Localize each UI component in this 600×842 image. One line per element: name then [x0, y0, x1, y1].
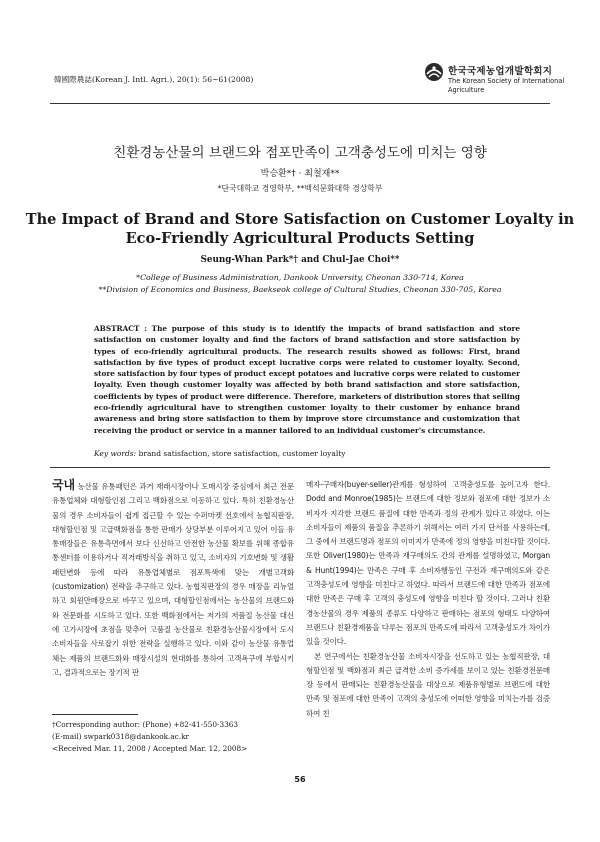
footnote-email: (E-mail) swpark0318@dankook.ac.kr: [52, 732, 190, 741]
footnote-received: <Received Mar. 11, 2008 / Accepted Mar. 12, 2008>: [52, 744, 248, 753]
authors-english: Seung-Whan Park*† and Chul-Jae Choi**: [200, 255, 400, 265]
body-left-text: 농산물 유통패턴은 과거 재래시장이나 도매시장 중심에서 최근 전문유통업체와 대형할인점 그리고 백화점으로 이동하고 있다. 특히 친환경농산물의 경우 소비자들이 쉽게 접근할 수 있는 수퍼마켓 선호에서 농협직판장, 대형할인점 및 고급백화점을 통한 판매가 상당부분 이루어지고 있어 이들 유통매장들은 유통측면에서 보다 신선하고 안전한 농산물 확보를 위해 종합유통센터를 이용하거나 직거래방식을 취하고 있고, 소비자의 기호변화 및 생활패턴변화 등에 따라 유통업체별로 점포특색에 맞는 개별고객화(customization) 전략을 추구하고 있다. 농협직판장의 경우 매장을 리뉴얼하고 회원만매장으로 바꾸고 있으며, 대형할인점에서는 농산물의 브랜드화와 전문화를 시도하고 있다. 또한 백화점에서는 저가의 저품질 농산물 대신에 고가시장에 초점을 맞추어 고품질 농산물로 친환경농산물시장에서 도시소비자들을 사로잡기 위한 전략을 실행하고 있다. 이와 같이 농산물 유통업체는 제품의 브랜드화와 매장시설의 현대화를 통하여 고객욕구에 부합시키고, 결과적으로는 장기적 판: [52, 482, 294, 677]
title-english-line2: Eco-Friendly Agricultural Products Setting: [125, 230, 475, 247]
body-column-right: [306, 478, 550, 721]
body-right-paragraph-1: 매자-구매자(buyer-seller)관계를 형성하여 고객충성도를 높이고자 한다. Dodd and Monroe(1985)는 브랜드에 대한 정보와 점포에 대한 정보가 소비자가 지각한 브랜드 품질에 대한 만족과 정의 관계가 있다고 하였다. 이는 소비자들이 제품의 품질을 추론하기 위해서는 여러 가지 단서를 사용하는데, 그 중에서 브랜드명과 점포의 이미지가 만족에 정의 영향을 미친다할 것이다. 또한 Oliver(1980)는 만족과 재구매의도 간의 관계를 설명하였고, Morgan & Hunt(1994)는 만족은 구매 후 소비자행동인 구전과 재구매의도와 같은 고객충성도에 영향을 미친다고 하였다. 따라서 브랜드에 대한 만족과 점포에 대한 만족은 구매 후 고객의 충성도에 영향을 미친다 할 것이다. 그러나 친환경농산물의 경우 제품의 종류도 다양하고 판매하는 점포의 형태도 다양하여 브랜드나 친환경제품을 다루는 점포의 만족도에 따라서 고객충성도가 차이가 있을 것이다.: [306, 480, 550, 647]
authors-korean: 박승환*† · 최철재**: [260, 169, 340, 179]
abstract-rule: [50, 467, 550, 468]
body-right-paragraph-2: 본 연구에서는 친환경농산물 소비자시장을 선도하고 있는 농협직판장, 대형할인점 및 백화점과 최근 급격한 소비 증가세를 보이고 있는 친환경전문매장 등에서 판매되는 친환경농산물을 대상으로 제품유형별로 브랜드에 대한 만족 및 점포에 대한 만족이 고객의 충성도에 어떠한 영향을 미치는가를 검증하여 친: [306, 651, 550, 718]
affiliation-english-1: *College of Business Administration, Dankook University, Cheonan 330-714, Korea: [136, 273, 464, 282]
header-rule: [50, 103, 550, 104]
keywords: [94, 449, 520, 458]
title-english: [0, 210, 600, 248]
footnote-corresponding: †Corresponding author: (Phone) +82-41-550-3363: [52, 720, 239, 729]
affiliation-korean: *단국대학교 경영학부, **백석문화대학 경상학부: [217, 184, 383, 193]
page-number: 56: [294, 775, 306, 784]
keywords-label: Key words:: [94, 449, 137, 458]
society-name-en-line1: The Korean Society of International: [448, 77, 565, 85]
footnote-rule: [52, 714, 138, 715]
title-korean: 친환경농산물의 브랜드와 점포만족이 고객충성도에 미치는 영향: [113, 145, 487, 161]
journal-citation: 韓國際農誌(Korean J. Intl. Agri.), 20(1): 56~61(2008): [54, 75, 254, 84]
society-name-en-line2: Agriculture: [448, 86, 485, 94]
abstract: ABSTRACT : The purpose of this study is to identify the impacts of brand satisfaction and store satisfaction on customer loyalty and find the factors of brand satisfaction and store satisfaction by types of eco-friendly agricultural products. The research results showed as follows: First, brand satisfaction by five types of product except lucrative corps were related to customer loyalty. Second, store satisfaction by four types of product except potatoes and lucrative corps were related to customer loyalty. Even though customer loyalty was affected by both brand satisfaction and store satisfaction, coefficients by types of product were difference. Therefore, marketers of distribution stores that selling eco-friendly agricultural have to strengthen customer loyalty to their customer by enhance brand awareness and bring store satisfaction to them by improve store circumstance and customization that receiving the product or service in a manner tailored to an individual customer's circumstance.: [94, 324, 520, 435]
title-english-line1: The Impact of Brand and Store Satisfaction on Customer Loyalty in: [25, 211, 575, 228]
dropcap-word: 국내: [52, 478, 75, 492]
society-name-ko: 한국국제농업개발학회지: [448, 66, 553, 77]
society-logo: [424, 60, 574, 100]
society-emblem-icon: [424, 62, 444, 82]
body-column-left: [52, 478, 294, 680]
affiliation-english-2: **Division of Economics and Business, Baekseok college of Cultural Studies, Cheonan 330-705, Korea: [98, 285, 502, 294]
keywords-values: brand satisfaction, store satisfaction, customer loyalty: [138, 449, 346, 458]
